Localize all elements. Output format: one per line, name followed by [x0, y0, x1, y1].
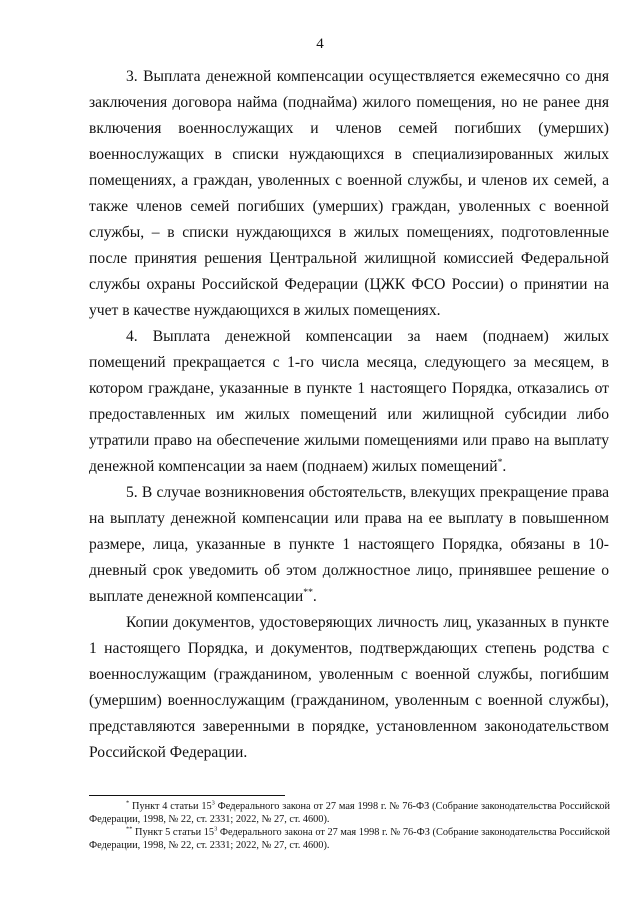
paragraph-text: 4. Выплата денежной компенсации за наем (поднаем) жилых помещений прекращается с 1-го числа месяца, следующего за месяцем, в котором граждане, указанные в пункте 1 настоящего Порядка, отказались от предоставленных им жилых помещений или жилищной субсидии либо утратили право на обеспечение жилыми помещениями или право на выплату денежной компенсации за наем (поднаем) жилых помещений [89, 328, 609, 475]
body-text [89, 64, 609, 766]
paragraph-text: Копии документов, удостоверяющих личность лиц, указанных в пункте 1 настоящего Порядка, и документов, подтверждающих степень родства с военнослужащим (гражданином, уволенным с военной службы, погибшим (умершим) военнослужащим (гражданином, уволенным с военной службы), представляются заверенными в порядке, установленном законодательством Российской Федерации. [89, 614, 609, 761]
footnote-text: Федерального закона от 27 мая 1998 г. № 76-ФЗ (Собрание законодательства Российской Федерации, 1998, № 22, ст. 2331; 2022, № 27, ст. 4600). [89, 827, 610, 851]
paragraph-5 [89, 480, 609, 610]
footnote-separator [89, 795, 285, 796]
paragraph-text: 5. В случае возникновения обстоятельств, влекущих прекращение права на выплату денежной компенсации или права на ее выплату в повышенном размере, лица, указанные в пункте 1 настоящего Порядка, обязаны в 10-дневный срок уведомить об этом должностное лицо, принявшее решение о выплате денежной компенсации [89, 484, 609, 605]
footnote-mark: ** [126, 825, 133, 833]
footnotes [89, 800, 610, 852]
article-superscript: 3 [211, 799, 215, 807]
footnote-text: Пункт 4 статьи 15 [129, 801, 212, 812]
footnote-2 [89, 826, 610, 852]
paragraph-tail: . [502, 458, 507, 475]
footnote-marker: * [497, 456, 503, 468]
page-number: 4 [316, 36, 324, 52]
paragraph-text: 3. Выплата денежной компенсации осуществляется ежемесячно со дня заключения договора найма (поднайма) жилого помещения, но не ранее дня включения военнослужащих и членов семей погибших (умерших) военнослужащих в списки нуждающихся в специализированных жилых помещениях, а граждан, уволенных с военной службы, и членов их семей, а также членов семей погибших (умерших) граждан, уволенных с военной службы, – в списки нуждающихся в жилых помещениях, подготовленные после принятия решения Центральной жилищной комиссией Федеральной службы охраны Российской Федерации (ЦЖК ФСО России) о принятии на учет в качестве нуждающихся в жилых помещениях. [89, 68, 609, 319]
footnote-text: Федерального закона от 27 мая 1998 г. № 76-ФЗ (Собрание законодательства Российской Федерации, 1998, № 22, ст. 2331; 2022, № 27, ст. 4600). [89, 801, 610, 825]
article-superscript: 3 [214, 825, 218, 833]
paragraph-3 [89, 64, 609, 324]
paragraph-copies [89, 610, 609, 766]
paragraph-tail: . [312, 588, 317, 605]
footnote-text: Пункт 5 статьи 15 [132, 827, 215, 838]
footnote-1 [89, 800, 610, 826]
footnote-mark: * [126, 799, 130, 807]
footnote-marker: ** [303, 586, 313, 598]
paragraph-4 [89, 324, 609, 480]
